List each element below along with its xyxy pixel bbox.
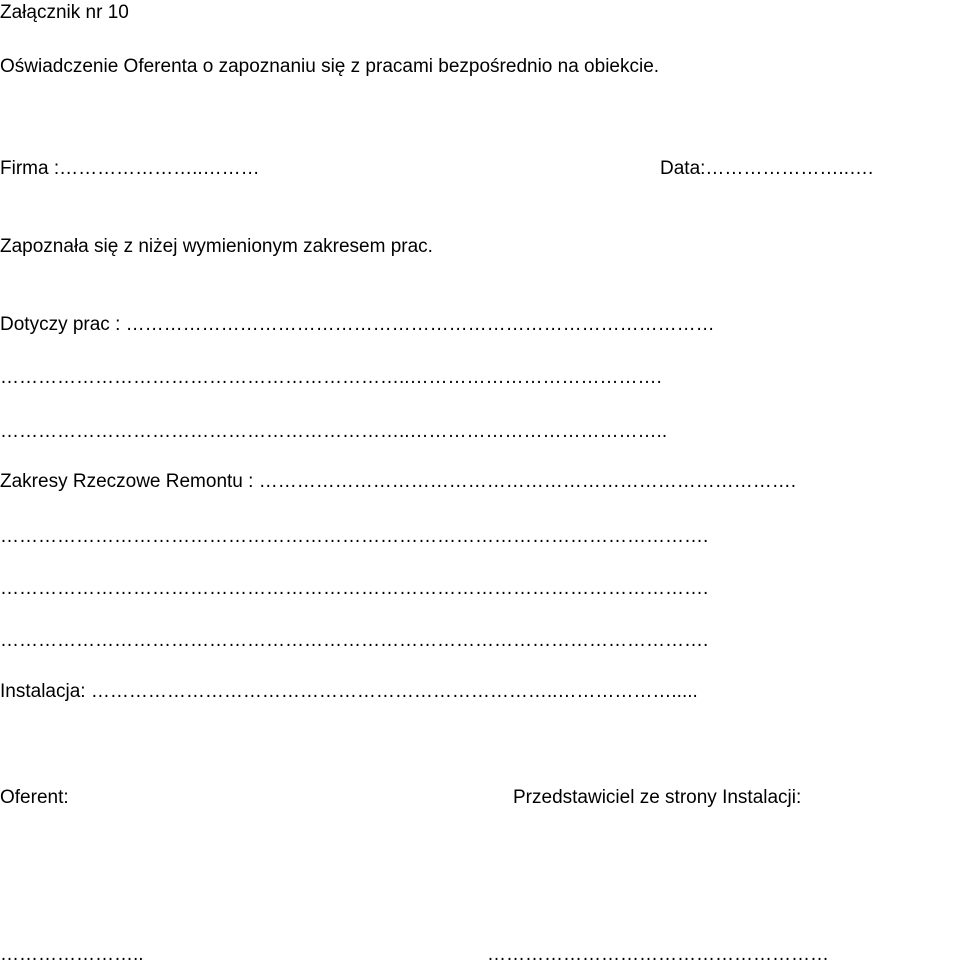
zakresy-dots: ………………………………………………………………………….	[258, 471, 796, 492]
instalacja-dots: ………………………………………………………………..……………….....	[90, 681, 698, 702]
zakresy-line: ………………………………………………………………………………………………….	[0, 630, 709, 651]
zakresy-label: Zakresy Rzeczowe Remontu :	[0, 471, 254, 492]
date-dots: …………………..….	[705, 158, 874, 179]
statement-title: Oświadczenie Oferenta o zapoznaniu się z pracami bezpośrednio na obiekcie.	[0, 56, 660, 77]
dotyczy-prac-dots: …………………………………………………………………………………	[125, 314, 715, 335]
zakresy-row	[0, 470, 796, 494]
dotyczy-prac-line: ………………………………………………………..…………………………………..	[0, 421, 668, 442]
zakresy-line: ………………………………………………………………………………………………….	[0, 526, 709, 547]
date-label: Data:	[660, 158, 706, 179]
oferent-label: Oferent:	[0, 787, 69, 808]
firma-dots: …………………..………	[59, 158, 260, 179]
dotyczy-prac-row	[0, 313, 715, 337]
dotyczy-prac-line: ………………………………………………………..………………………………….	[0, 367, 662, 388]
date-row	[660, 157, 873, 181]
attachment-label: Załącznik nr 10	[0, 2, 129, 23]
przedstawiciel-label: Przedstawiciel ze strony Instalacji:	[513, 787, 802, 808]
instalacja-row	[0, 680, 698, 704]
instalacja-label: Instalacja:	[0, 681, 86, 702]
firma-row	[0, 157, 260, 181]
zakresy-line: ………………………………………………………………………………………………….	[0, 578, 709, 599]
dotyczy-prac-label: Dotyczy prac :	[0, 314, 121, 335]
acknowledgement-text: Zapoznała się z niżej wymienionym zakresem prac.	[0, 236, 433, 257]
firma-label: Firma :	[0, 158, 60, 179]
oferent-signature-line: …………………..	[0, 944, 144, 965]
przedstawiciel-signature-line: ………………………………………………	[487, 944, 829, 965]
